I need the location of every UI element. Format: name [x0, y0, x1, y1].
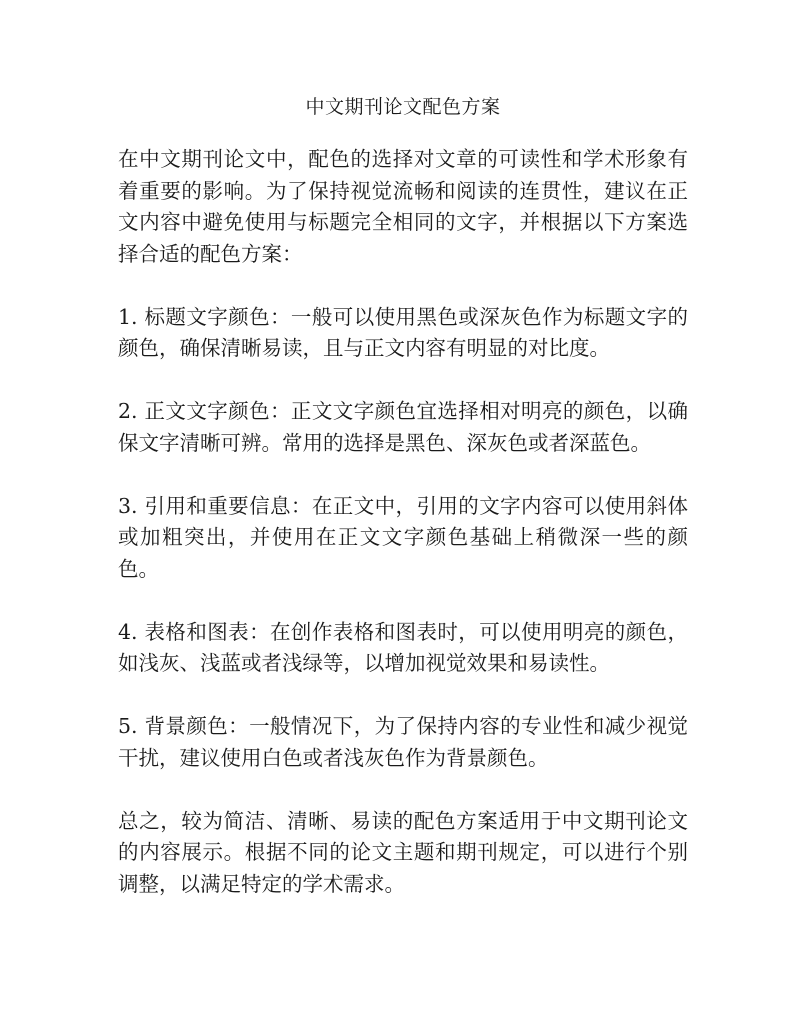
- document-body: [118, 144, 688, 900]
- item-background-color: 5. 背景颜色：一般情况下，为了保持内容的专业性和减少视觉干扰，建议使用白色或者浅灰色作为背景颜色。: [118, 714, 688, 770]
- item-quote-info: 3. 引用和重要信息：在正文中，引用的文字内容可以使用斜体或加粗突出，并使用在正文文字颜色基础上稍微深一些的颜色。: [118, 493, 688, 581]
- item-title-color: 1. 标题文字颜色：一般可以使用黑色或深灰色作为标题文字的颜色，确保清晰易读，且与正文内容有明显的对比度。: [118, 304, 688, 360]
- conclusion-paragraph: 总之，较为简洁、清晰、易读的配色方案适用于中文期刊论文的内容展示。根据不同的论文主题和期刊规定，可以进行个别调整，以满足特定的学术需求。: [118, 808, 688, 896]
- intro-paragraph: 在中文期刊论文中，配色的选择对文章的可读性和学术形象有着重要的影响。为了保持视觉流畅和阅读的连贯性，建议在正文内容中避免使用与标题完全相同的文字，并根据以下方案选择合适的配色方案：: [118, 147, 688, 266]
- item-body-color: 2. 正文文字颜色：正文文字颜色宜选择相对明亮的颜色，以确保文字清晰可辨。常用的选择是黑色、深灰色或者深蓝色。: [118, 399, 688, 455]
- document-title: 中文期刊论文配色方案: [305, 96, 501, 118]
- item-tables-charts: 4. 表格和图表：在创作表格和图表时，可以使用明亮的颜色，如浅灰、浅蓝或者浅绿等，以增加视觉效果和易读性。: [118, 619, 688, 675]
